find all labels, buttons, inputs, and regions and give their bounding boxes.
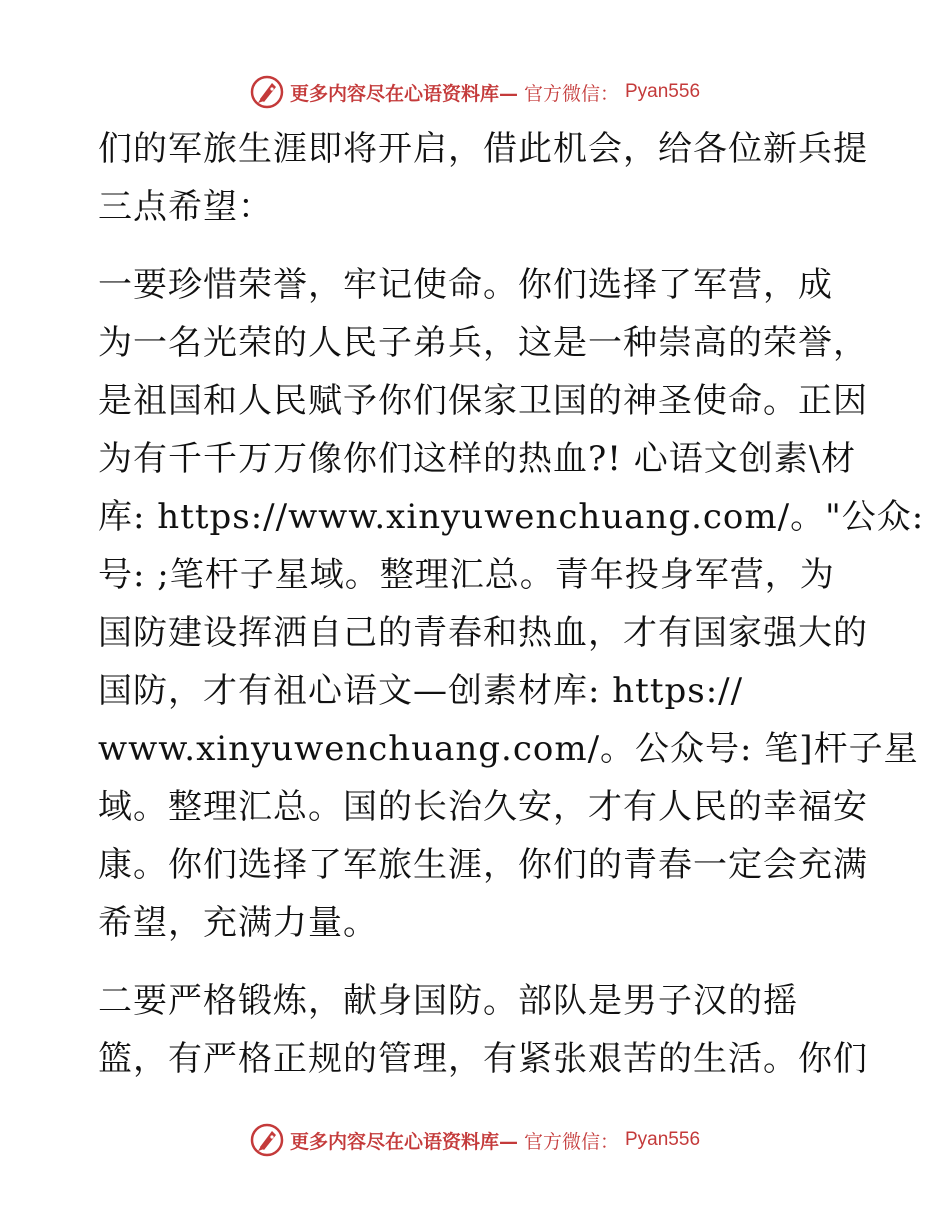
text-line: 国防建设挥洒自己的青春和热血，才有国家强大的 <box>98 613 868 653</box>
text-line: 希望，充满力量。 <box>98 903 378 943</box>
text-line: 为一名光荣的人民子弟兵，这是一种崇高的荣誉， <box>98 323 868 363</box>
text-line: 一要珍惜荣誉，牢记使命。你们选择了军营，成 <box>98 265 833 305</box>
text-line: 康。你们选择了军旅生涯，你们的青春一定会充满 <box>98 845 868 885</box>
text-line: www.xinyuwenchuang.com/。公众号: 笔]杆子星 <box>98 729 919 769</box>
text-line: 国防，才有祖心语文—创素材库: https:// <box>98 671 744 711</box>
paragraph-gap <box>98 236 858 256</box>
pen-nib-logo-icon <box>250 75 284 109</box>
text-line: 库: https://www.xinyuwenchuang.com/。"公众: <box>98 497 925 537</box>
text-line: 们的军旅生涯即将开启，借此机会，给各位新兵提 <box>98 129 868 169</box>
wechat-id: Pyan556 <box>625 81 701 102</box>
header-banner <box>0 72 950 112</box>
document-body <box>98 120 925 1088</box>
text-line: 篮，有严格正规的管理，有紧张艰苦的生活。你们 <box>98 1039 868 1079</box>
wechat-label: 官方微信： <box>523 82 619 105</box>
text-line: 号: ;笔杆子星域。整理汇总。青年投身军营，为 <box>98 555 835 595</box>
text-line: 为有千千万万像你们这样的热血?! 心语文创素\材 <box>98 439 857 479</box>
text-line: 二要严格锻炼，献身国防。部队是男子汉的摇 <box>98 981 798 1021</box>
text-line: 是祖国和人民赋予你们保家卫国的神圣使命。正因 <box>98 381 868 421</box>
wechat-label: 官方微信： <box>523 1130 619 1153</box>
footer-banner <box>0 1120 950 1160</box>
promo-text: 更多内容尽在心语资料库— <box>289 1130 518 1153</box>
pen-nib-logo-icon <box>250 1123 284 1157</box>
wechat-id: Pyan556 <box>625 1129 701 1150</box>
text-line: 域。整理汇总。国的长治久安，才有人民的幸福安 <box>98 787 868 827</box>
text-line: 三点希望： <box>98 187 273 227</box>
paragraph-gap <box>98 952 858 972</box>
promo-text: 更多内容尽在心语资料库— <box>289 82 518 105</box>
